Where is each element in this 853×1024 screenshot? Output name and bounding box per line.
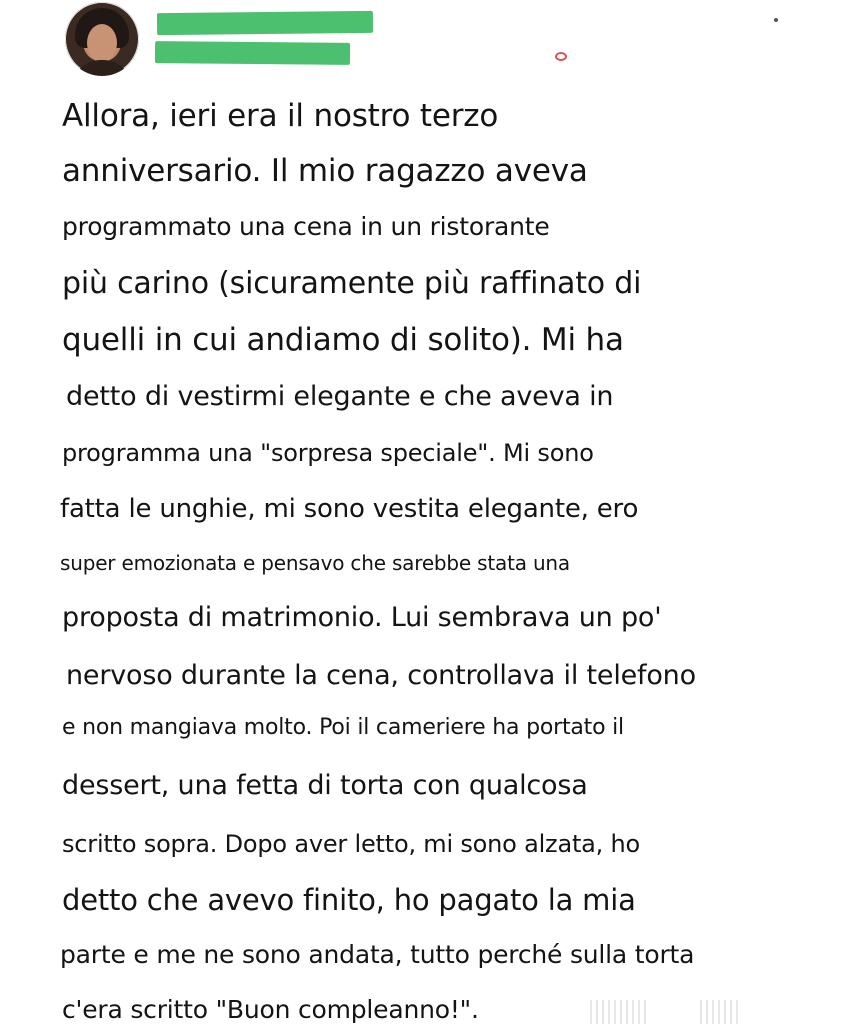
- post-text-line: e non mangiava molto. Poi il cameriere ha portato il: [62, 715, 624, 740]
- post-text-line: programmato una cena in un ristorante: [62, 212, 550, 241]
- post-text-line: dessert, una fetta di torta con qualcosa: [62, 770, 588, 801]
- post-text-line: c'era scritto "Buon compleanno!".: [62, 995, 479, 1024]
- post-text-line: scritto sopra. Dopo aver letto, mi sono alzata, ho: [62, 830, 641, 858]
- post-text-line: quelli in cui andiamo di solito). Mi ha: [62, 322, 624, 358]
- avatar-shoulders: [71, 60, 133, 76]
- post-text-line: più carino (sicuramente più raffinato di: [62, 266, 642, 301]
- post-text-line: proposta di matrimonio. Lui sembrava un po': [62, 602, 662, 633]
- post-text-line: detto di vestirmi elegante e che aveva in: [66, 381, 614, 412]
- reaction-icon: [555, 52, 567, 61]
- post-text-line: programma una "sorpresa speciale". Mi sono: [62, 439, 594, 467]
- post-text-line: anniversario. Il mio ragazzo aveva: [62, 153, 588, 189]
- post-text-line: super emozionata e pensavo che sarebbe stata una: [60, 551, 570, 575]
- post-text-line: nervoso durante la cena, controllava il telefono: [66, 660, 696, 691]
- post-text-line: detto che avevo finito, ho pagato la mia: [62, 883, 636, 917]
- author-avatar[interactable]: [65, 2, 139, 76]
- redacted-author-subtitle: [155, 41, 350, 65]
- post-text-line: Allora, ieri era il nostro terzo: [62, 98, 499, 134]
- avatar-face: [87, 24, 117, 62]
- post-text-line: fatta le unghie, mi sono vestita elegante, ero: [60, 494, 639, 524]
- image-noise: [590, 1000, 650, 1024]
- post-text-line: parte e me ne sono andata, tutto perché sulla torta: [60, 940, 695, 969]
- redacted-author-name: [157, 11, 373, 35]
- image-noise: [700, 1000, 740, 1024]
- more-options-icon[interactable]: [774, 18, 778, 22]
